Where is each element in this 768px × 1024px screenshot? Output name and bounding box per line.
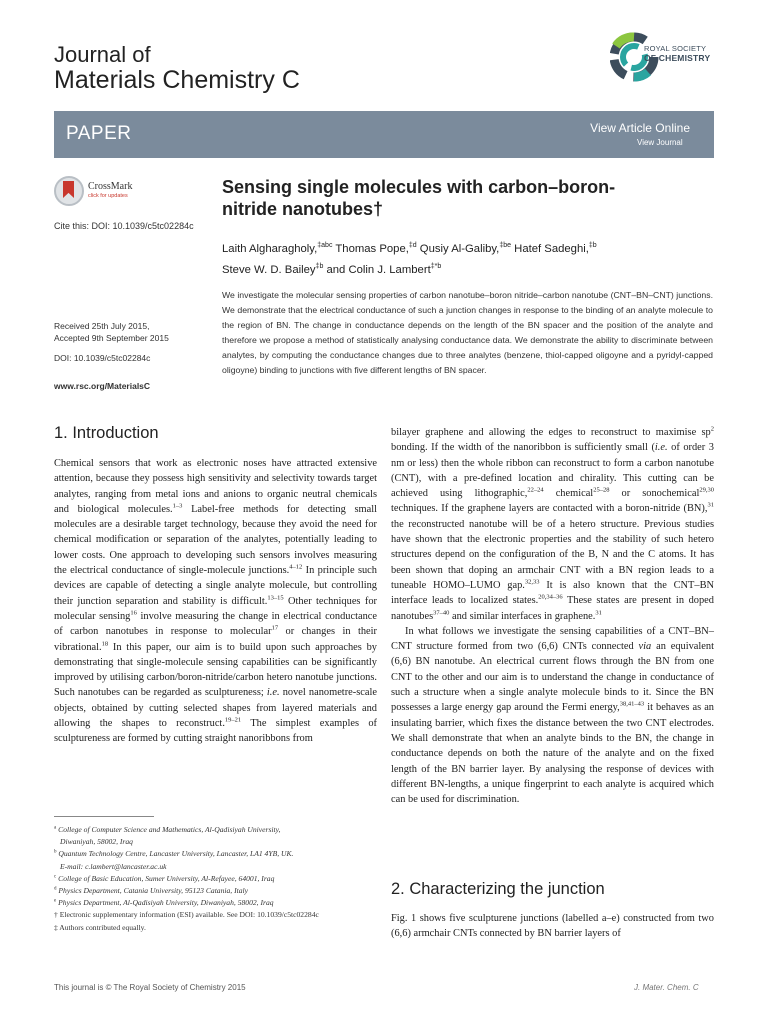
author-affiliation: ‡be bbox=[499, 242, 512, 249]
author-affiliation: ‡d bbox=[408, 242, 417, 249]
title-line1: Sensing single molecules with carbon–boron- bbox=[222, 177, 616, 197]
doi-label: DOI: 10.1039/c5tc02284c bbox=[54, 353, 151, 363]
cite-this: Cite this: DOI: 10.1039/c5tc02284c bbox=[54, 221, 194, 231]
footnote-cont: Diwaniyah, 58002, Iraq bbox=[60, 837, 133, 847]
publisher-line1: ROYAL SOCIETY bbox=[644, 44, 707, 53]
author: Qusiy Al-Galiby, bbox=[419, 242, 500, 255]
footnote-equal: ‡ Authors contributed equally. bbox=[54, 922, 146, 932]
crossmark-name: CrossMark bbox=[88, 181, 133, 192]
journal-abbrev-footer: J. Mater. Chem. C bbox=[634, 983, 699, 992]
intro-heading: 1. Introduction bbox=[54, 424, 159, 442]
view-article-online-link[interactable]: View Article Online bbox=[590, 121, 690, 135]
accepted-date: Accepted 9th September 2015 bbox=[54, 333, 169, 343]
author-affiliation: ‡*b bbox=[430, 262, 442, 270]
intro-paragraph: Chemical sensors that work as electronic noses have attracted extensive attention, because they possess high sensitivity and selectivity towards target analytes, ranging from metal ions and anions to organic neutral chemicals and biological molecules.$^{1-3}$ Label-free methods for detecting small molecules are a desirable target technology, because they avoid the need for chemical modification or separation of the analytes, potentially leading to lower costs. One approach to developing such sensors involves measuring the electrical conductance of single-molecule junctions.$^{4-12}$ In principle such devices are capable of detecting a single analyte molecule, but controlling their junction separation and stability is difficult.$^{13-15}$ Other techniques for molecular sensing$^{16}$ involve measuring the change in electrical conductance of carbon nanotubes in response to molecular$^{17}$ or changes in their vibrational.$^{18}$ In this paper, our aim is to build upon such approaches by demonstrating that single-molecule sensing capabilities can be significantly improved by utilising carbon/boron-nitride/carbon hetero nanotube junctions. Such nanotubes can be regarded as sculptureness; i.e. novel nanometre-scale objects, obtained by cutting selected shapes from layered materials and allowing the shapes to reconstruct.$^{19-21}$ The simplest examples of sculptureness are formed by cutting straight nanoribbons from bbox=[54, 458, 377, 745]
right-paragraph-1: bilayer graphene and allowing the edges to reconstruct to maximise $sp^2$ bonding. If the width of the nanoribbon is sufficiently small (i.e. of order 3 nm or less) then the whole ribbon can reconstruct to form a carbon nanotube (CNT), with a pre-defined location and chirality. This cutting can be achieved using lithographic,$^{22-24}$ chemical$^{25-28}$ or sonochemical$^{29,30}$ techniques. If the graphene layers are contacted with a boron-nitride (BN),$^{31}$ the reconstructed nanotube will be of a hetero structure. Previous studies have shown that the electronic properties and the stability of such hetero structures depend on the configuration of the B, N and the C atoms. It has been shown that doping an armchair CNT with a BN region leads to a tuneable HOMO–LUMO gap.$^{32,33}$ It is also known that the CNT–BN interface leads to localized states.$^{20,34-36}$ These states are present in doped nanotubes$^{37-40}$ and similar interfaces in graphene.$^{31}$ bbox=[391, 425, 715, 622]
article-title bbox=[222, 176, 692, 220]
received-date: Received 25th July 2015, bbox=[54, 321, 150, 331]
author-affiliation: ‡b bbox=[588, 242, 597, 249]
author: Hatef Sadeghi, bbox=[514, 242, 589, 255]
footnote-esi: † Electronic supplementary information (ESI) available. See DOI: 10.1039/c5tc02284c bbox=[54, 910, 319, 920]
journal-url-link[interactable]: www.rsc.org/MaterialsC bbox=[54, 381, 151, 391]
journal-name-line2: Materials Chemistry C bbox=[54, 66, 300, 94]
footnote-email[interactable]: E-mail: c.lambert@lancaster.ac.uk bbox=[60, 861, 167, 871]
footnote: $^c$ College of Basic Education, Sumer University, Al-Refayee, 64001, Iraq bbox=[54, 873, 275, 883]
footnote: $^b$ Quantum Technology Centre, Lancaster University, Lancaster, LA1 4YB, UK. bbox=[54, 849, 294, 859]
view-journal-link[interactable]: View Journal bbox=[637, 138, 683, 147]
section2-text: Fig. 1 shows five sculpturene junctions (labelled a–e) constructed from two (6,6) armchair CNTs connected by BN barrier layers of bbox=[391, 913, 714, 940]
footnote-divider bbox=[54, 816, 154, 817]
copyright-footer: This journal is © The Royal Society of Chemistry 2015 bbox=[54, 983, 246, 992]
journal-name bbox=[54, 44, 300, 93]
title-line2: nitride nanotubes† bbox=[222, 199, 384, 219]
article-type-label: PAPER bbox=[66, 123, 132, 144]
publisher-line2: OF CHEMISTRY bbox=[644, 53, 711, 63]
author-affiliation: ‡abc bbox=[317, 242, 333, 249]
junction-heading: 2. Characterizing the junction bbox=[391, 880, 605, 898]
author: Steve W. D. Bailey bbox=[222, 263, 316, 276]
footnote: $^e$ Physics Department, Al-Qadisiyah University, Diwaniyah, 58002, Iraq bbox=[54, 898, 274, 908]
footnotes bbox=[54, 824, 384, 934]
journal-name-line1: Journal of bbox=[54, 42, 151, 67]
author: Thomas Pope, bbox=[335, 242, 409, 255]
crossmark-sub: click for updates bbox=[88, 193, 128, 199]
author: and Colin J. Lambert bbox=[326, 263, 431, 276]
footnote: $^d$ Physics Department, Catania University, 95123 Catania, Italy bbox=[54, 886, 249, 896]
footnote: $^a$ College of Computer Science and Mathematics, Al-Qadisiyah University, bbox=[54, 825, 281, 834]
publisher-name bbox=[644, 44, 710, 63]
article-type-banner bbox=[54, 111, 714, 158]
right-paragraph-2: In what follows we investigate the sensing capabilities of a CNT–BN–CNT structure formed from two (6,6) CNTs connected via an equivalent (6,6) BN nanotube. An electrical current flows through the BN from one CNT to the other and our aim is to understand the change in conductance of such a structure when a single analyte molecule binds to it. Since the BN possesses a large energy gap around the Fermi energy,$^{38,41-43}$ it behaves as an insulating barrier, which fixes the distance between the two CNT electrodes. We shall demonstrate that when an analyte binds to the BN, the change in conductance depends on both the nature of the analyte and on the fixed length of the BN barrier layer. By analysing the response of devices with different BN-lengths, a unique fingerprint to each analyte is acquired which can be used for discrimination. bbox=[391, 625, 715, 806]
author-affiliation: ‡b bbox=[315, 262, 324, 270]
right-column bbox=[391, 425, 714, 807]
crossmark-badge[interactable] bbox=[54, 176, 174, 206]
intro-column bbox=[54, 456, 377, 747]
abstract: We investigate the molecular sensing properties of carbon nanotube–boron nitride–carbon nanotube (CNT–BN–CNT) junctions. We demonstrate that the electrical conductance of such a junction changes in response to the binding of an analyte molecule to the region of BN. The change in conductance depends on the length of the BN spacer and the position of the analyte and therefore we propose a method of statistically analysing conductance data. We demonstrate the ability to discriminate between analytes, by computing the conductance changes due to three analytes (benzene, thiol-capped oligoyne and a pyridyl-capped oligoyne) binding to junctions with five different lengths of BN spacer. bbox=[222, 290, 713, 376]
author: Laith Algharagholy, bbox=[222, 242, 318, 255]
author-list bbox=[222, 237, 692, 279]
